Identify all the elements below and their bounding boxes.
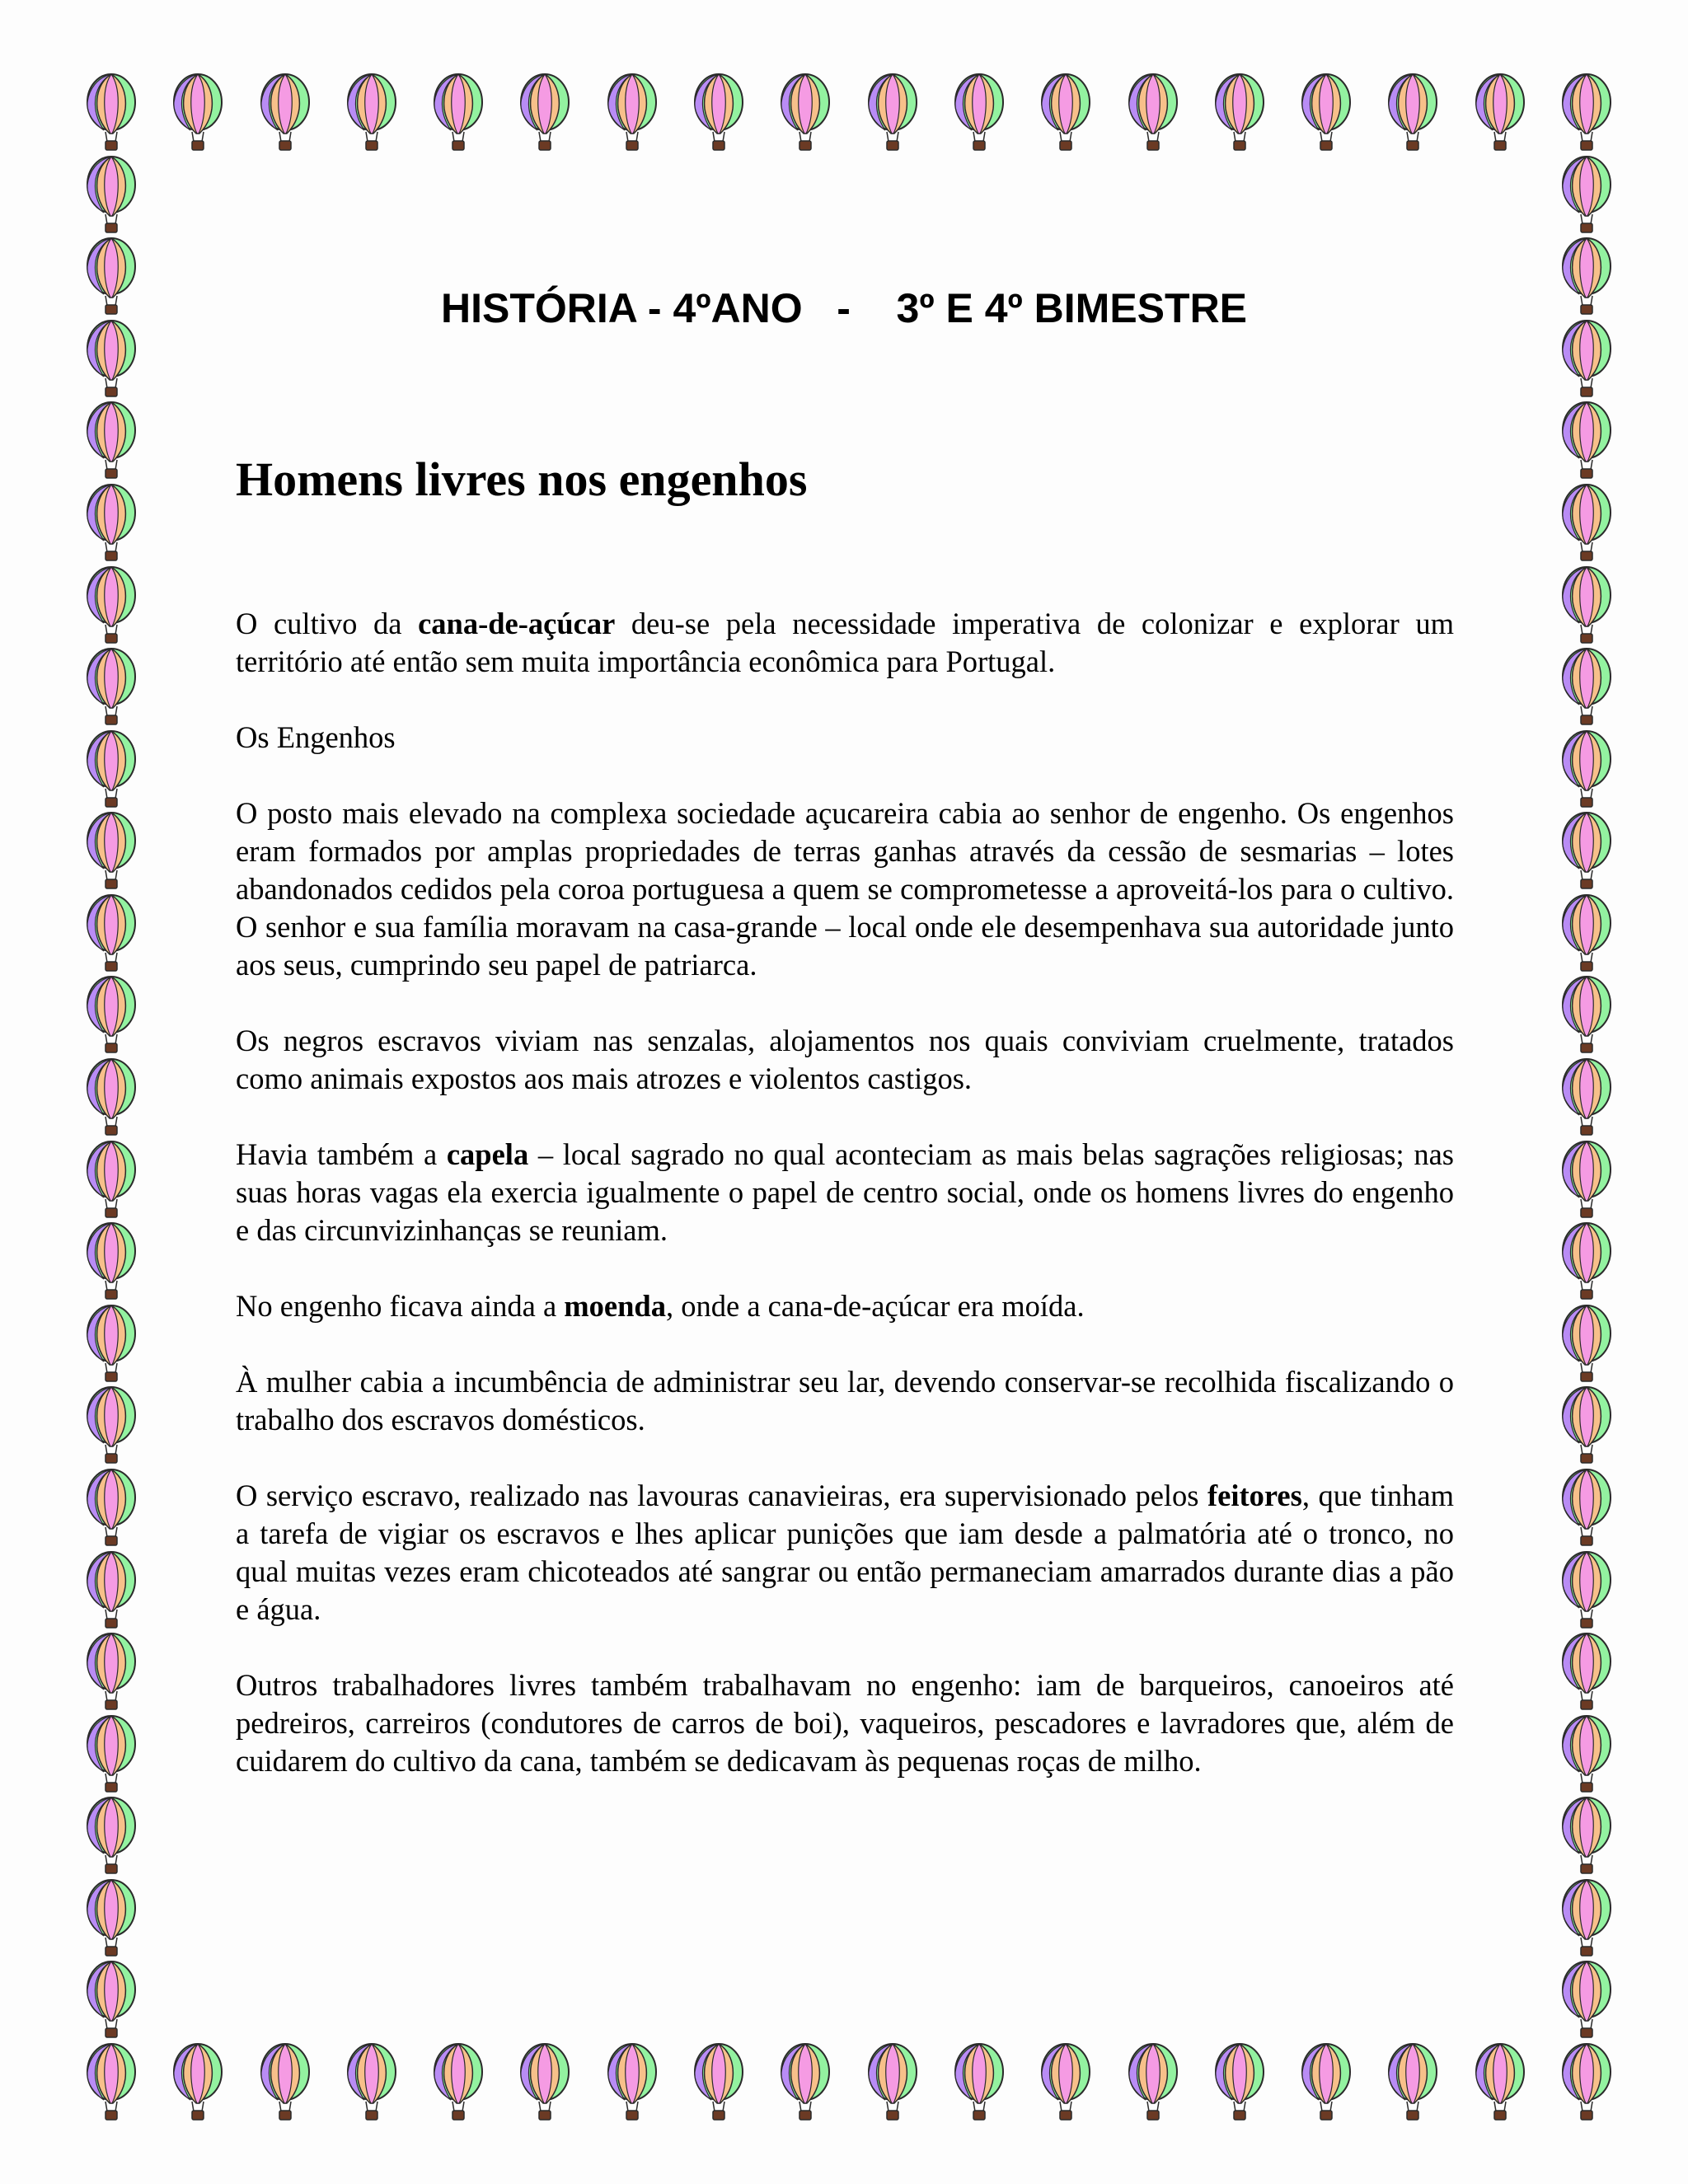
hot-air-balloon-icon [82, 483, 140, 565]
hot-air-balloon-icon [82, 1385, 140, 1468]
hot-air-balloon-icon [1471, 2042, 1529, 2125]
hot-air-balloon-icon [256, 2042, 314, 2125]
hot-air-balloon-icon [1558, 1385, 1615, 1468]
hot-air-balloon-icon [82, 73, 140, 155]
hot-air-balloon-icon [82, 975, 140, 1057]
paragraph-text: – local sagrado no qual aconteciam as mais belas sagrações religiosas; nas suas horas vagas ela exercia igualmente o papel de centro social, onde os homens livres do engenho e das circunvizinhanças se reuniam. [236, 1137, 1454, 1247]
hot-air-balloon-icon [1384, 73, 1442, 155]
article-title: Homens livres nos engenhos [236, 452, 808, 506]
hot-air-balloon-icon [950, 73, 1008, 155]
hot-air-balloon-icon [864, 73, 921, 155]
hot-air-balloon-icon [82, 1140, 140, 1222]
hot-air-balloon-icon [1037, 73, 1095, 155]
hot-air-balloon-icon [516, 73, 574, 155]
hot-air-balloon-icon [256, 73, 314, 155]
hot-air-balloon-icon [82, 1960, 140, 2042]
hot-air-balloon-icon [1558, 1550, 1615, 1633]
hot-air-balloon-icon [169, 73, 227, 155]
hot-air-balloon-icon [776, 73, 834, 155]
paragraph-text: O cultivo da [236, 606, 419, 640]
bold-term: cana-de-açúcar [418, 606, 616, 640]
hot-air-balloon-icon [82, 1878, 140, 1961]
hot-air-balloon-icon [1558, 1221, 1615, 1304]
hot-air-balloon-icon [1558, 811, 1615, 893]
hot-air-balloon-icon [1558, 565, 1615, 648]
paragraph-text: Os negros escravos viviam nas senzalas, alojamentos nos quais conviviam cruelmente, tratados como animais expostos aos mais atrozes e violentos castigos. [236, 1023, 1454, 1095]
hot-air-balloon-icon [1211, 73, 1268, 155]
paragraph [236, 1477, 1454, 1629]
paragraph-text: À mulher cabia a incumbência de administrar seu lar, devendo conservar-se recolhida fiscalizando o trabalho dos escravos domésticos. [236, 1364, 1454, 1436]
hot-air-balloon-icon [429, 2042, 487, 2125]
hot-air-balloon-icon [1558, 893, 1615, 976]
hot-air-balloon-icon [82, 2042, 140, 2125]
paragraph [236, 794, 1454, 984]
hot-air-balloon-icon [1297, 2042, 1355, 2125]
bold-term: feitores [1207, 1478, 1302, 1512]
bold-term: moenda [564, 1288, 666, 1323]
paragraph-text: deu-se pela necessidade imperativa de colonizar e explorar um território até então sem muita importância econômica para Portugal. [236, 606, 1454, 678]
hot-air-balloon-icon [82, 1468, 140, 1550]
hot-air-balloon-icon [82, 1550, 140, 1633]
hot-air-balloon-icon [1124, 73, 1182, 155]
hot-air-balloon-icon [1558, 1714, 1615, 1797]
paragraph-text: Outros trabalhadores livres também trabalhavam no engenho: iam de barqueiros, canoeiros até pedreiros, carreiros (condutores de carros de boi), vaqueiros, pescadores e lavradores que, além de cuidarem do cultivo da cana, também se dedicavam às pequenas roças de milho. [236, 1667, 1454, 1778]
hot-air-balloon-icon [82, 1221, 140, 1304]
hot-air-balloon-icon [1211, 2042, 1268, 2125]
paragraph [236, 1136, 1454, 1249]
hot-air-balloon-icon [1558, 1057, 1615, 1140]
hot-air-balloon-icon [1124, 2042, 1182, 2125]
hot-air-balloon-icon [1037, 2042, 1095, 2125]
paragraph-text: , que tinham a tarefa de vigiar os escravos e lhes aplicar punições que iam desde a palmatória até o tronco, no qual muitas vezes eram chicoteados até sangrar ou então permaneciam amarrados durante dias a pão e água. [236, 1478, 1454, 1626]
paragraph [236, 605, 1454, 681]
paragraph [236, 1287, 1454, 1325]
hot-air-balloon-icon [1558, 1468, 1615, 1550]
hot-air-balloon-icon [1384, 2042, 1442, 2125]
hot-air-balloon-icon [1558, 483, 1615, 565]
article-content [236, 453, 1454, 1818]
paragraph [236, 1022, 1454, 1098]
paragraph-text: , onde a cana-de-açúcar era moída. [666, 1288, 1085, 1323]
header-title: HISTÓRIA - 4ºANO - 3º E 4º BIMESTRE [440, 285, 1248, 331]
hot-air-balloon-icon [429, 73, 487, 155]
hot-air-balloon-icon [1558, 1878, 1615, 1961]
hot-air-balloon-icon [1471, 73, 1529, 155]
paragraph-text: Havia também a [236, 1137, 447, 1171]
hot-air-balloon-icon [82, 1057, 140, 1140]
hot-air-balloon-icon [1558, 975, 1615, 1057]
hot-air-balloon-icon [516, 2042, 574, 2125]
bold-term: capela [446, 1137, 529, 1171]
hot-air-balloon-icon [690, 2042, 748, 2125]
hot-air-balloon-icon [343, 2042, 401, 2125]
hot-air-balloon-icon [1558, 2042, 1615, 2125]
hot-air-balloon-icon [82, 1304, 140, 1386]
hot-air-balloon-icon [603, 73, 661, 155]
hot-air-balloon-icon [169, 2042, 227, 2125]
hot-air-balloon-icon [1558, 1304, 1615, 1386]
hot-air-balloon-icon [82, 155, 140, 237]
hot-air-balloon-icon [1558, 647, 1615, 729]
hot-air-balloon-icon [603, 2042, 661, 2125]
paragraph [236, 1666, 1454, 1780]
hot-air-balloon-icon [1558, 729, 1615, 812]
hot-air-balloon-icon [82, 565, 140, 648]
hot-air-balloon-icon [1558, 401, 1615, 483]
hot-air-balloon-icon [82, 729, 140, 812]
paragraph-text: No engenho ficava ainda a [236, 1288, 565, 1323]
hot-air-balloon-icon [1558, 73, 1615, 155]
hot-air-balloon-icon [1558, 155, 1615, 237]
hot-air-balloon-icon [1558, 1796, 1615, 1878]
hot-air-balloon-icon [690, 73, 748, 155]
hot-air-balloon-icon [343, 73, 401, 155]
paragraph [236, 1363, 1454, 1439]
hot-air-balloon-icon [82, 1632, 140, 1714]
hot-air-balloon-icon [82, 401, 140, 483]
hot-air-balloon-icon [82, 811, 140, 893]
paragraph-text: Os Engenhos [236, 719, 396, 754]
paragraph-text: O posto mais elevado na complexa sociedade açucareira cabia ao senhor de engenho. Os engenhos eram formados por amplas propriedades de terras ganhas através da cessão de sesmarias – lotes abandonados cedidos pela coroa portuguesa a quem se comprometesse a aproveitá-los para o cultivo. O senhor e sua família moravam na casa-grande – local onde ele desempenhava sua autoridade junto aos seus, cumprindo seu papel de patriarca. [236, 795, 1454, 982]
hot-air-balloon-icon [82, 893, 140, 976]
hot-air-balloon-icon [1558, 1632, 1615, 1714]
hot-air-balloon-icon [82, 1796, 140, 1878]
hot-air-balloon-icon [82, 647, 140, 729]
hot-air-balloon-icon [82, 1714, 140, 1797]
hot-air-balloon-icon [1297, 73, 1355, 155]
hot-air-balloon-icon [1558, 1140, 1615, 1222]
hot-air-balloon-icon [864, 2042, 921, 2125]
hot-air-balloon-icon [950, 2042, 1008, 2125]
hot-air-balloon-icon [1558, 1960, 1615, 2042]
hot-air-balloon-icon [776, 2042, 834, 2125]
article-body [236, 605, 1454, 1780]
paragraph-text: O serviço escravo, realizado nas lavouras canavieiras, era supervisionado pelos [236, 1478, 1207, 1512]
paragraph [236, 719, 1454, 757]
